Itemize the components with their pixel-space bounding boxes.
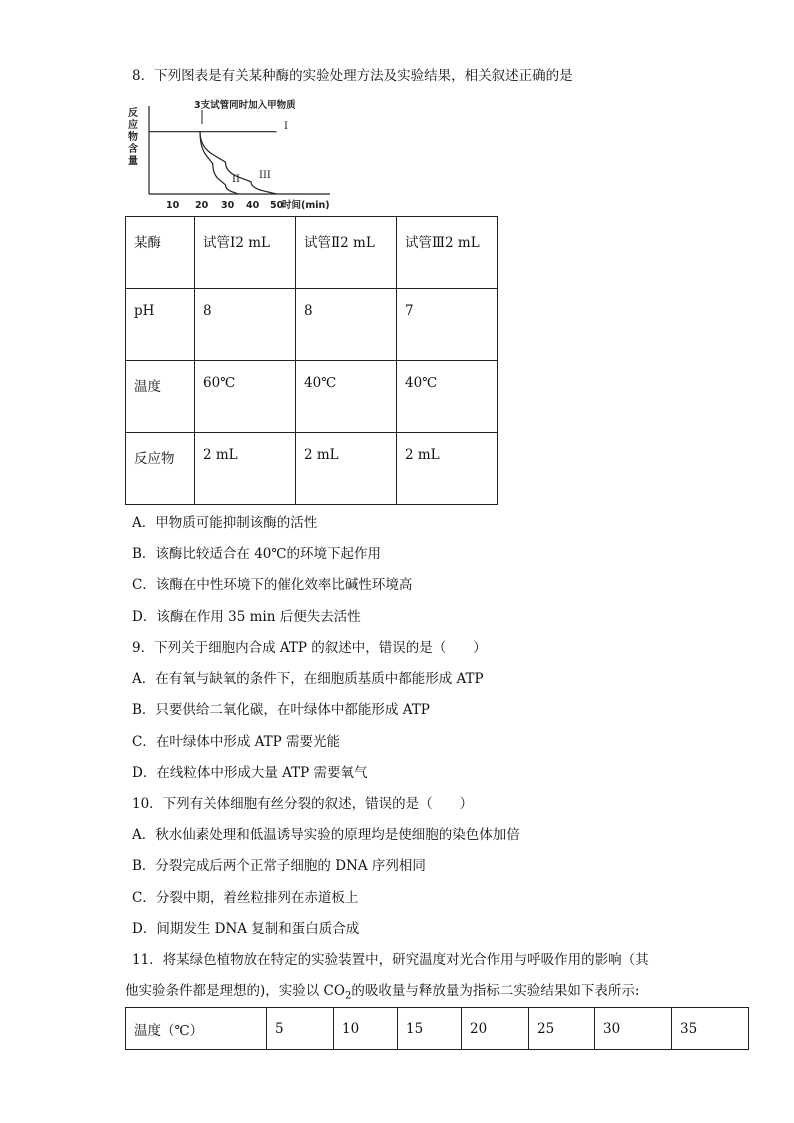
q11-temperature-table: [125, 1007, 749, 1050]
q10-option-b: B．分裂完成后两个正常子细胞的 DNA 序列相同: [132, 858, 426, 874]
q11-stem-line2: [125, 982, 639, 1006]
curve-label-II: II: [232, 174, 240, 185]
table-cell: 2 mL: [296, 433, 397, 505]
table-header-cell: 15: [398, 1008, 462, 1050]
table-header-cell: 10: [334, 1008, 398, 1050]
q9-option-b: B．只要供给二氧化碳，在叶绿体中都能形成 ATP: [132, 702, 430, 718]
table-cell: 60℃: [195, 361, 296, 433]
q8-stem: 8．下列图表是有关某种酶的实验处理方法及实验结果，相关叙述正确的是: [132, 68, 573, 84]
q8-enzyme-table: [125, 216, 498, 505]
y-label-char: 反: [128, 108, 138, 119]
q9-option-a: A．在有氧与缺氧的条件下，在细胞质基质中都能形成 ATP: [132, 671, 484, 687]
q10-option-a: A．秋水仙素处理和低温诱导实验的原理均是使细胞的染色体加倍: [132, 827, 520, 843]
co2-subscript: 2: [344, 990, 352, 1002]
x-tick-label: 10: [166, 200, 180, 211]
table-cell: 2 mL: [195, 433, 296, 505]
table-cell: 40℃: [397, 361, 498, 433]
q9-option-c: C．在叶绿体中形成 ATP 需要光能: [132, 734, 341, 750]
table-header-cell: 某酶: [126, 217, 195, 289]
x-tick-label: 30: [221, 200, 235, 211]
table-header-cell: 20: [462, 1008, 529, 1050]
q10-option-c: C．分裂中期，着丝粒排列在赤道板上: [132, 890, 359, 906]
q11-stem-part: 他实验条件都是理想的)，实验以 CO: [125, 983, 345, 999]
x-axis-unit: 时间(min): [282, 200, 330, 211]
y-label-char: 应: [128, 120, 138, 131]
table-cell: 7: [397, 289, 498, 361]
table-header-cell: 35: [672, 1008, 749, 1050]
curve-label-III: III: [259, 170, 271, 181]
q8-option-a: A．甲物质可能抑制该酶的活性: [132, 515, 318, 531]
table-cell: pH: [126, 289, 195, 361]
q11-stem-part: 的吸收量与释放量为指标二实验结果如下表所示:: [351, 983, 640, 999]
table-header-cell: 试管Ⅱ2 mL: [296, 217, 397, 289]
x-tick-label: 40: [246, 200, 260, 211]
table-cell: 40℃: [296, 361, 397, 433]
table-cell: 8: [296, 289, 397, 361]
y-label-char: 量: [128, 156, 138, 167]
table-header-cell: 试管Ⅰ2 mL: [195, 217, 296, 289]
table-header-cell: 5: [267, 1008, 334, 1050]
q8-line-chart: [124, 98, 338, 216]
table-header-cell: 25: [529, 1008, 595, 1050]
q10-option-d: D．间期发生 DNA 复制和蛋白质合成: [132, 921, 360, 937]
table-cell: 8: [195, 289, 296, 361]
q8-option-c: C．该酶在中性环境下的催化效率比碱性环境高: [132, 577, 413, 593]
table-cell: 反应物: [126, 433, 195, 505]
q8-option-d: D．该酶在作用 35 min 后便失去活性: [132, 609, 361, 625]
q11-stem-line1: 11．将某绿色植物放在特定的实验装置中，研究温度对光合作用与呼吸作用的影响（其: [132, 952, 649, 968]
q10-stem: 10．下列有关体细胞有丝分裂的叙述，错误的是（ ）: [132, 796, 474, 812]
q8-option-b: B．该酶比较适合在 40℃的环境下起作用: [132, 546, 381, 562]
q9-stem: 9．下列关于细胞内合成 ATP 的叙述中，错误的是（ ）: [132, 640, 487, 656]
q9-option-d: D．在线粒体中形成大量 ATP 需要氧气: [132, 765, 368, 781]
table-cell: 2 mL: [397, 433, 498, 505]
table-header-cell: 试管Ⅲ2 mL: [397, 217, 498, 289]
y-label-char: 含: [128, 144, 138, 155]
table-header-cell: 温度（℃）: [126, 1008, 267, 1050]
x-tick-label: 50: [270, 200, 284, 211]
table-cell: 温度: [126, 361, 195, 433]
curve-label-I: I: [284, 121, 288, 132]
x-tick-label: 20: [195, 200, 209, 211]
y-label-char: 物: [128, 132, 138, 143]
chart-annotation: 3支试管同时加入甲物质: [194, 100, 296, 111]
table-header-cell: 30: [595, 1008, 672, 1050]
